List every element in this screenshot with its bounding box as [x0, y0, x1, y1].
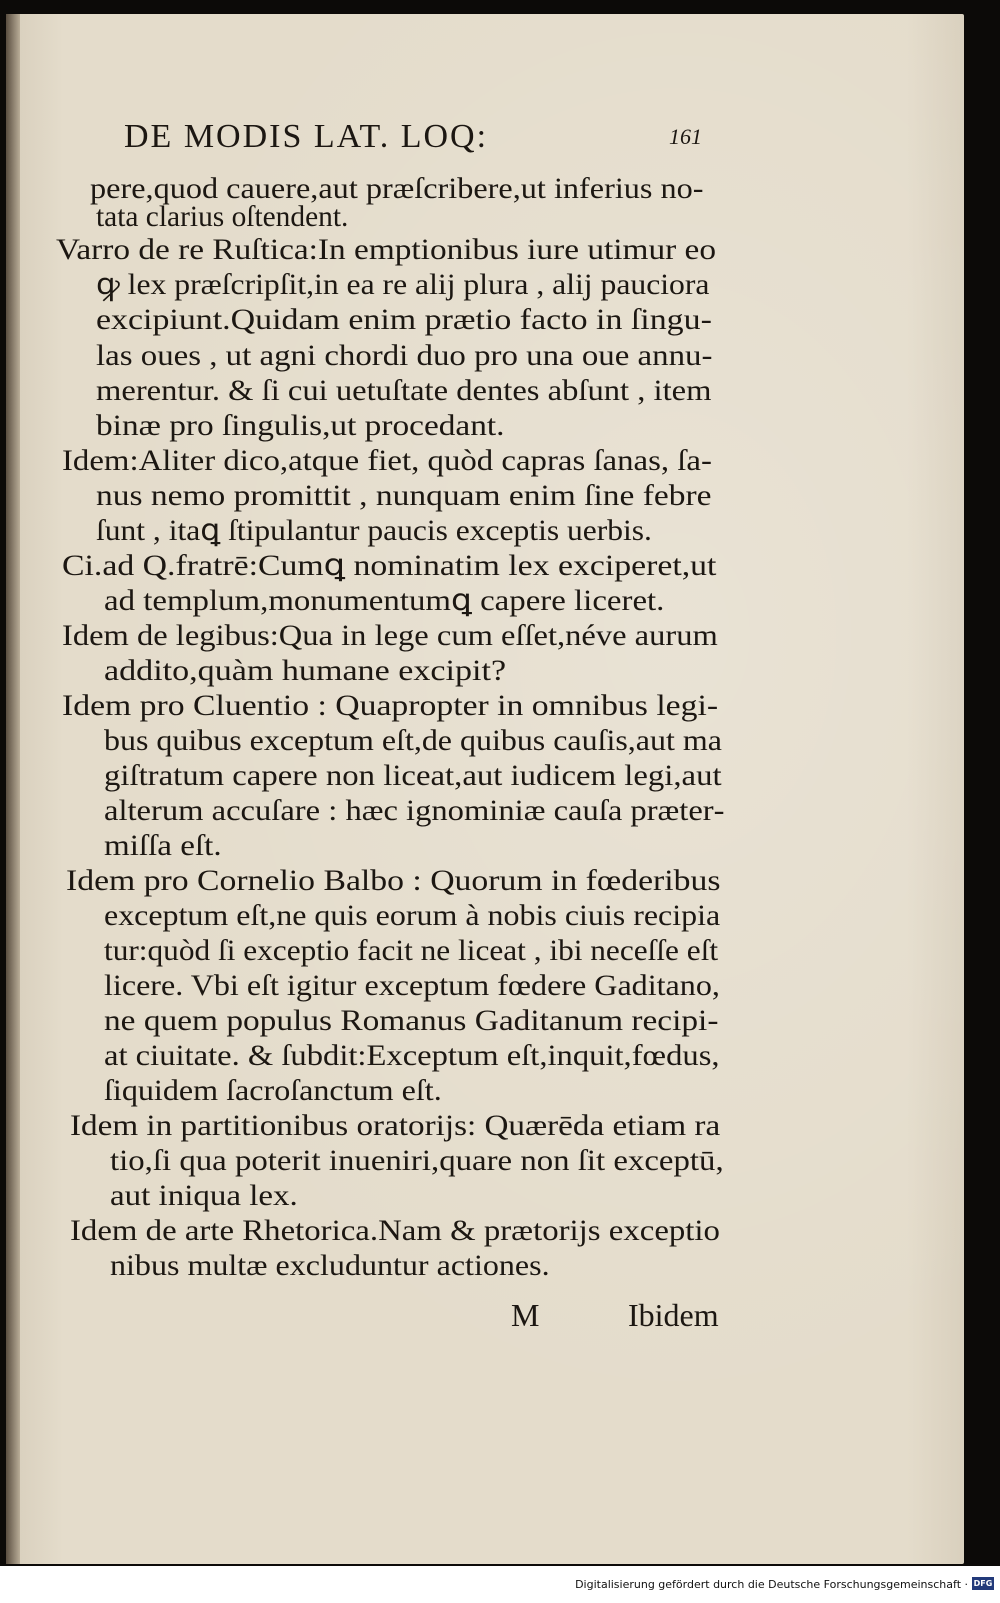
text-line: las oues , ut agni chordi duo pro una oue annu‐ [96, 339, 713, 372]
text-line: Idem de arte Rhetorica.Nam & prætorijs exceptio [70, 1214, 720, 1247]
text-line: nibus multæ excluduntur actiones. [110, 1249, 550, 1282]
text-line: merentur. & ſi cui uetuſtate dentes abſunt , item [96, 374, 712, 407]
folio-number: 161 [669, 124, 702, 149]
text-line: Idem pro Cornelio Balbo : Quorum in fœderibus [66, 864, 721, 897]
footer-bar [0, 1566, 1000, 1603]
text-line: ad templum,monumentumꝗ capere liceret. [104, 584, 665, 617]
text-line: Ci.ad Q.fratrē:Cumꝗ nominatim lex exciperet,ut [62, 549, 717, 582]
text-line: Idem de legibus:Qua in lege cum eſſet,néve aurum [62, 619, 718, 652]
signature-mark: M [511, 1297, 540, 1333]
text-line: Idem in partitionibus oratorijs: Quærēda etiam ra [70, 1109, 721, 1142]
text-line: ne quem populus Romanus Gaditanum recipi‐ [104, 1004, 719, 1037]
text-line: nus nemo promittit , nunquam enim ſine febre [96, 479, 712, 512]
catchword: Ibidem [628, 1297, 719, 1333]
text-line: alterum accuſare : hæc ignominiæ cauſa præter‐ [104, 794, 725, 827]
text-line: licere. Vbi eſt igitur exceptum fœdere Gaditano, [104, 969, 720, 1002]
text-line: giſtratum capere non liceat,aut iudicem legi,aut [104, 759, 722, 792]
text-line: tio,ſi qua poterit inueniri,quare non ſit exceptū, [110, 1144, 724, 1177]
text-line: ꝙ lex præſcripſit,in ea re alij plura , alij pauciora [96, 268, 710, 301]
text-line: exceptum eſt,ne quis eorum à nobis ciuis recipia [104, 899, 721, 932]
text-line: miſſa eſt. [104, 829, 222, 862]
text-line: ſiquidem ſacroſanctum eſt. [104, 1074, 442, 1107]
page-gutter [6, 14, 20, 1564]
text-line: addito,quàm humane excipit? [104, 654, 507, 687]
footer-credit: Digitalisierung gefördert durch die Deutsche Forschungsgemeinschaft · [575, 1578, 968, 1591]
text-line: Idem:Aliter dico,atque fiet, quòd capras ſanas, ſa‐ [62, 444, 712, 477]
text-line: excipiunt.Quidam enim prætio facto in ſingu‐ [96, 303, 712, 336]
dfg-logo: DFG [973, 1579, 993, 1588]
text-line: tata clarius oſtendent. [96, 200, 349, 233]
text-line: binæ pro ſingulis,ut procedant. [96, 409, 505, 442]
text-line: ſunt , itaꝗ ſtipulantur paucis exceptis uerbis. [96, 514, 652, 547]
text-line: Varro de re Ruſtica:In emptionibus iure utimur eo [56, 233, 717, 266]
text-line: bus quibus exceptum eſt,de quibus cauſis,aut ma [104, 724, 722, 757]
text-line: pere,quod cauere,aut præſcribere,ut inferius no‐ [90, 172, 704, 205]
text-line: Idem pro Cluentio : Quapropter in omnibus legi‐ [62, 689, 719, 722]
text-line: aut iniqua lex. [110, 1179, 298, 1212]
text-line: tur:quòd ſi exceptio facit ne liceat , ibi neceſſe eſt [104, 934, 719, 967]
text-line: at ciuitate. & ſubdit:Exceptum eſt,inquit,fœdus, [104, 1039, 720, 1072]
running-title: DE MODIS LAT. LOQ: [124, 118, 489, 155]
book-page [6, 14, 964, 1564]
